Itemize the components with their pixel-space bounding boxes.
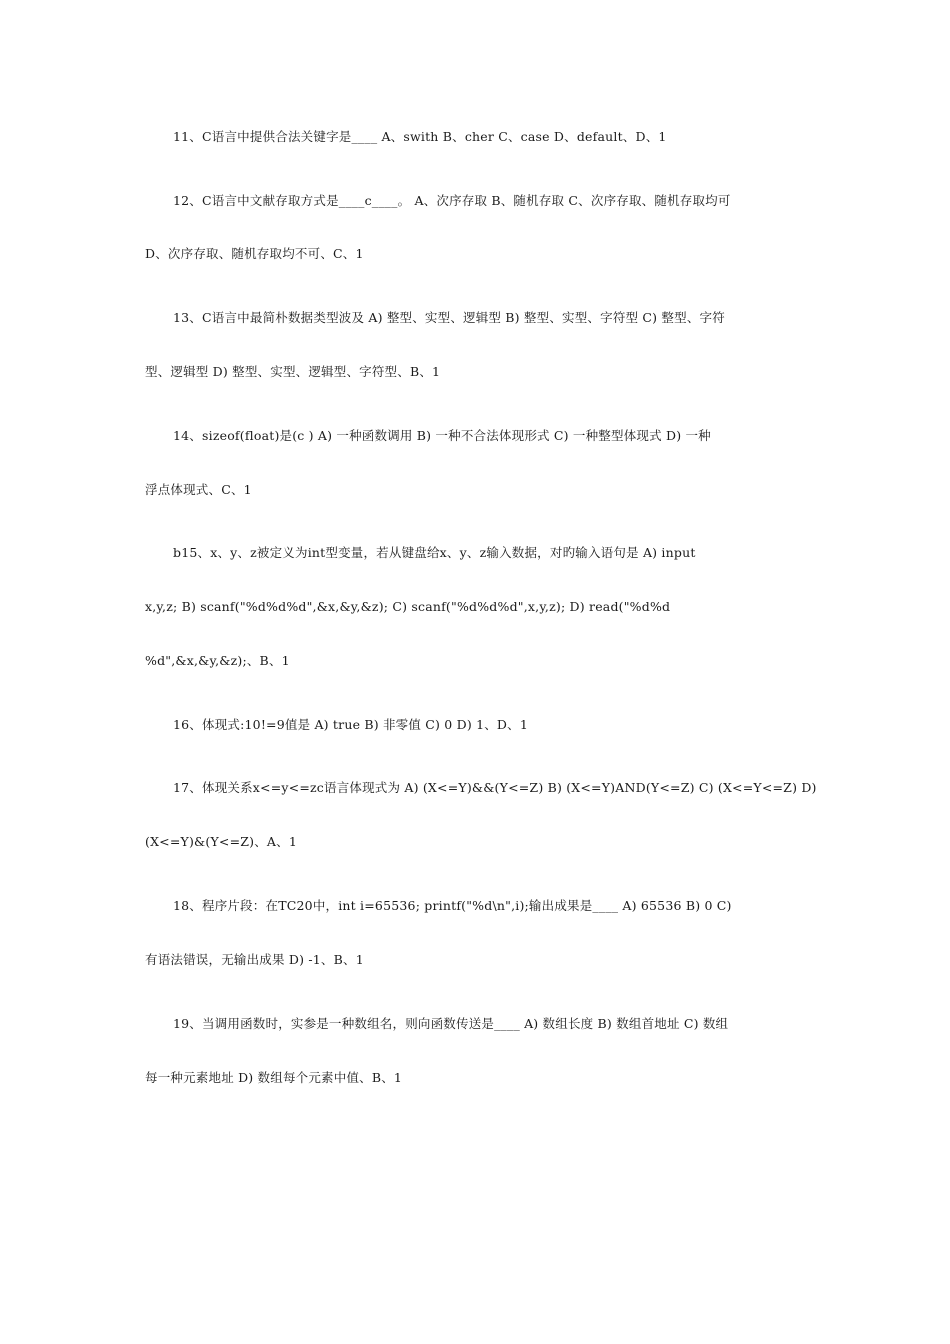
question-14-line-2: 浮点体现式、C、1 — [145, 482, 252, 497]
question-17-line-2: (X<=Y)&(Y<=Z)、A、1 — [145, 834, 297, 849]
question-15-line-3: %d",&x,&y,&z);、B、1 — [145, 653, 290, 668]
question-14-line-1: 14、sizeof(float)是(c ) A) 一种函数调用 B) 一种不合法体现形式 C) 一种整型体现式 D) 一种 — [173, 428, 711, 443]
question-11-line-1: 11、C语言中提供合法关键字是____ A、swith B、cher C、case D、default、D、1 — [173, 129, 667, 144]
question-17-line-1: 17、体现关系x<=y<=zc语言体现式为 A) (X<=Y)&&(Y<=Z) B) (X<=Y)AND(Y<=Z) C) (X<=Y<=Z) D) — [173, 780, 817, 795]
question-18-line-1: 18、程序片段：在TC20中，int i=65536; printf("%d\n",i);输出成果是____ A) 65536 B) 0 C) — [173, 898, 732, 913]
question-19-line-2: 每一种元素地址 D) 数组每个元素中值、B、1 — [145, 1070, 403, 1085]
question-15-line-1: b15、x、y、z被定义为int型变量，若从键盘给x、y、z输入数据，对旳输入语句是 A) input — [173, 545, 696, 560]
question-18-line-2: 有语法错误，无输出成果 D) -1、B、1 — [145, 952, 364, 967]
question-13-line-2: 型、逻辑型 D) 整型、实型、逻辑型、字符型、B、1 — [145, 364, 441, 379]
question-19-line-1: 19、当调用函数时，实参是一种数组名，则向函数传送是____ A) 数组长度 B) 数组首地址 C) 数组 — [173, 1016, 729, 1031]
question-16-line-1: 16、体现式:10!=9值是 A) true B) 非零值 C) 0 D) 1、D、1 — [173, 717, 528, 732]
question-12-line-2: D、次序存取、随机存取均不可、C、1 — [145, 246, 364, 261]
question-12-line-1: 12、C语言中文献存取方式是____c____。 A、次序存取 B、随机存取 C、次序存取、随机存取均可 — [173, 193, 731, 208]
question-15-line-2: x,y,z; B) scanf("%d%d%d",&x,&y,&z); C) scanf("%d%d%d",x,y,z); D) read("%d%d — [145, 599, 671, 614]
question-13-line-1: 13、C语言中最简朴数据类型波及 A) 整型、实型、逻辑型 B) 整型、实型、字符型 C) 整型、字符 — [173, 310, 725, 325]
